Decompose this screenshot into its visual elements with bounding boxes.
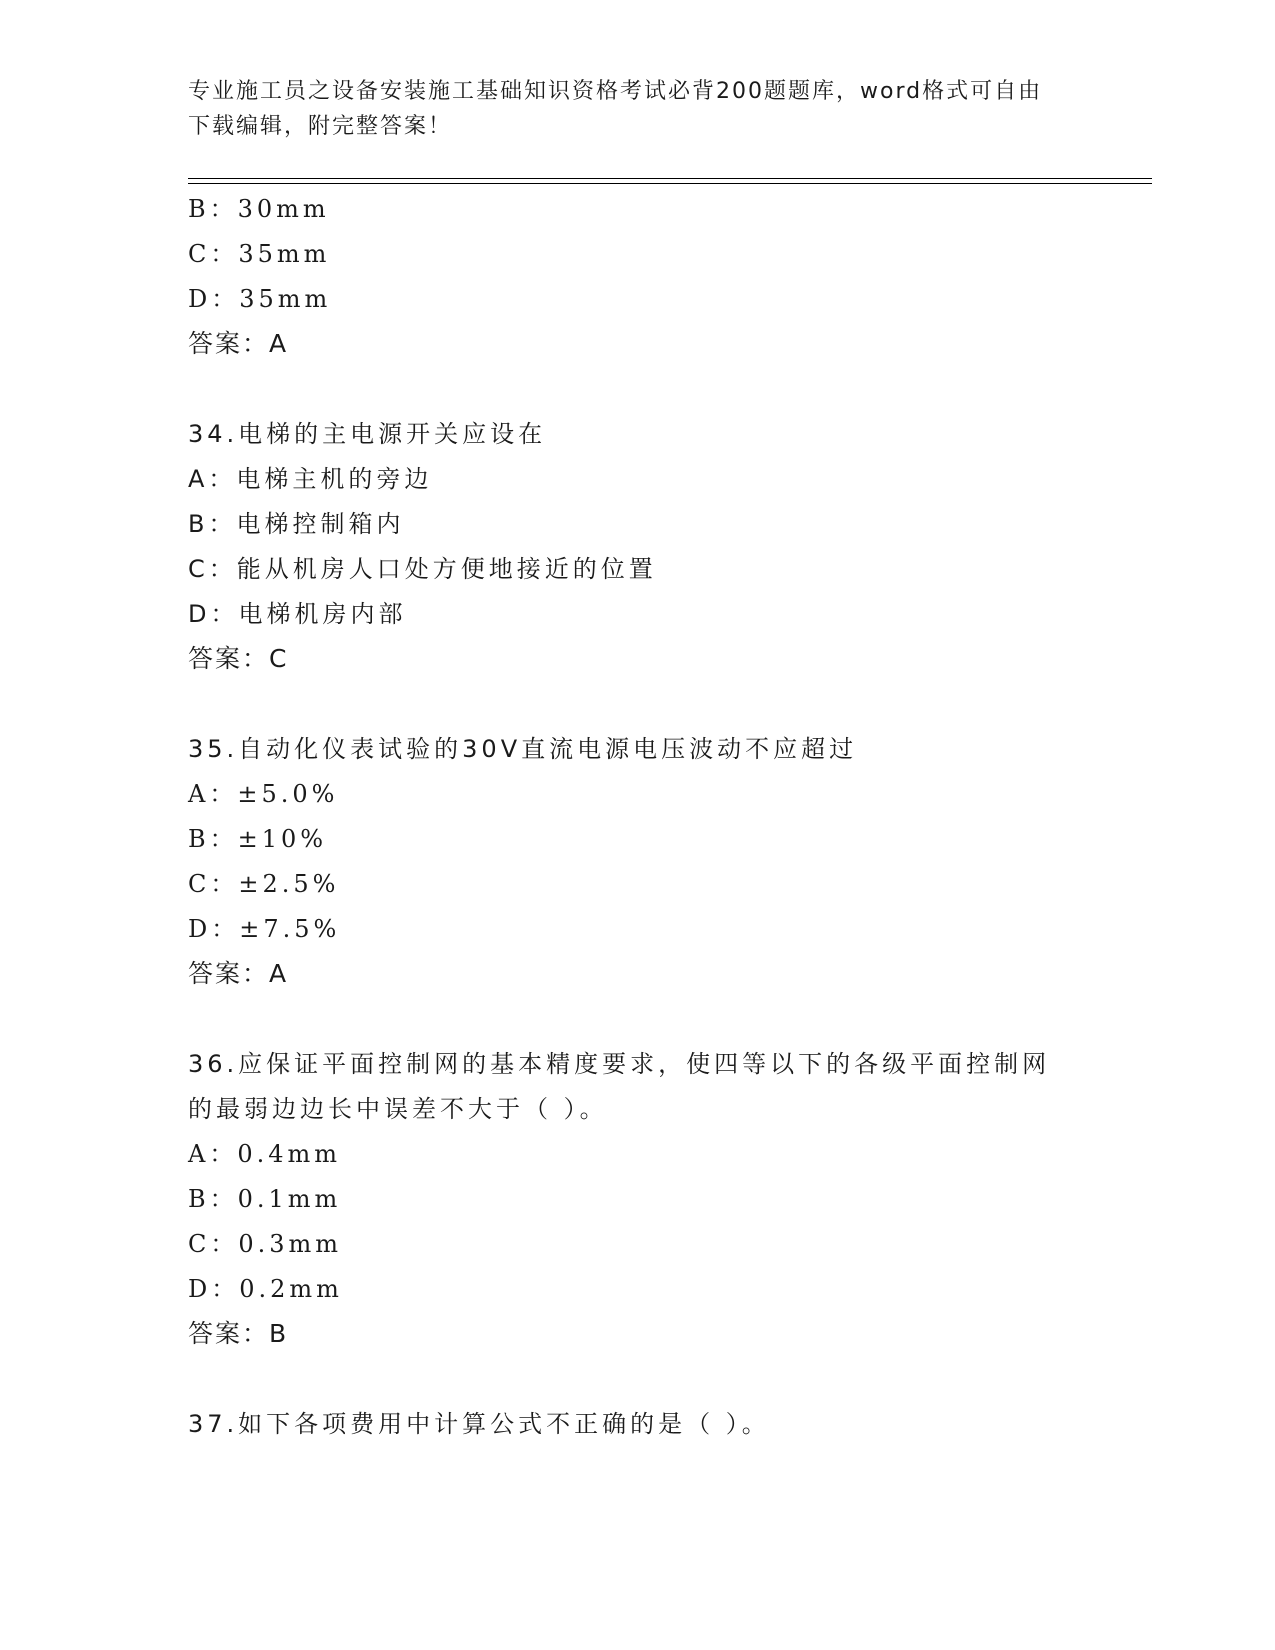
q36-stem-line-1: 36.应保证平面控制网的基本精度要求，使四等以下的各级平面控制网	[188, 1050, 1051, 1078]
q36-option-a: A：0.4mm	[188, 1140, 342, 1168]
q34-option-d: D：电梯机房内部	[188, 600, 407, 628]
q34-option-c: C：能从机房人口处方便地接近的位置	[188, 555, 657, 583]
q34-answer: 答案：C	[188, 644, 289, 673]
q34-option-a: A：电梯主机的旁边	[188, 465, 433, 493]
header-divider-top	[188, 178, 1152, 179]
header-title-line-1: 专业施工员之设备安装施工基础知识资格考试必背200题题库，word格式可自由	[188, 79, 1043, 104]
q36-option-b: B：0.1mm	[188, 1185, 342, 1213]
page-header	[188, 74, 1068, 144]
q35-stem: 35.自动化仪表试验的30V直流电源电压波动不应超过	[188, 735, 858, 763]
q35-option-b: B：±10%	[188, 825, 328, 853]
q35-option-d: D：±7.5%	[188, 915, 341, 943]
q33-option-b: B：30mm	[188, 195, 330, 223]
q35-option-a: A：±5.0%	[188, 780, 339, 808]
q33-answer: 答案：A	[188, 329, 289, 358]
q36-option-d: D：0.2mm	[188, 1275, 343, 1303]
q33-option-c: C：35mm	[188, 240, 331, 268]
header-divider-bottom	[188, 183, 1152, 184]
q35-option-c: C：±2.5%	[188, 870, 340, 898]
q34-stem: 34.电梯的主电源开关应设在	[188, 420, 547, 448]
q36-answer: 答案：B	[188, 1319, 289, 1348]
header-title-line-2: 下载编辑，附完整答案！	[188, 114, 453, 139]
q33-option-d: D：35mm	[188, 285, 332, 313]
q36-option-c: C：0.3mm	[188, 1230, 343, 1258]
q34-option-b: B：电梯控制箱内	[188, 510, 405, 538]
q36-stem-line-2: 的最弱边边长中误差不大于（ ）。	[188, 1095, 608, 1123]
q37-stem: 37.如下各项费用中计算公式不正确的是（ ）。	[188, 1410, 770, 1438]
q35-answer: 答案：A	[188, 959, 289, 988]
